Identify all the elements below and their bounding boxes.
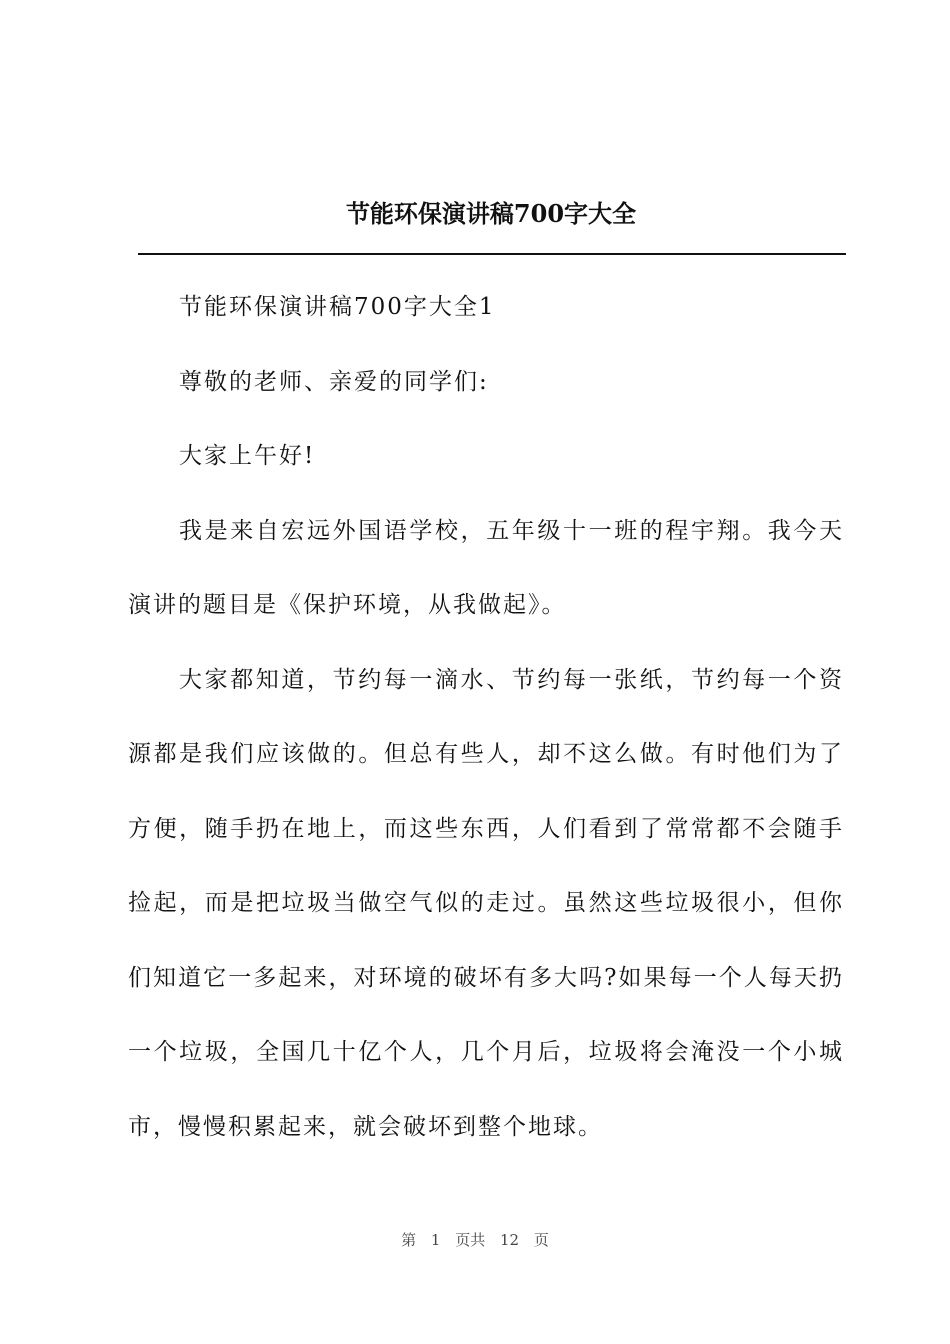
body-paragraph: 大家都知道，节约每一滴水、节约每一张纸，节约每一个资源都是我们应该做的。但总有些人，却不这么做。有时他们为了方便，随手扔在地上，而这些东西，人们看到了常常都不会随手捡起，而是把垃圾当做空气似的走过。虽然这些垃圾很小，但你们知道它一多起来，对环境的破坏有多大吗?如果每一个人每天扔一个垃圾，全国几十亿个人，几个月后，垃圾将会淹没一个小城市，慢慢积累起来，就会破坏到整个地球。 [128, 666, 844, 1140]
body-paragraph: 我是来自宏远外国语学校，五年级十一班的程宇翔。我今天演讲的题目是《保护环境，从我做起》。 [128, 517, 844, 618]
document-body [128, 270, 844, 1164]
greeting: 大家上午好! [179, 443, 316, 469]
page-number-footer: 第 1 页共 12 页 [401, 1231, 549, 1249]
title-underline [138, 253, 846, 255]
document-title: 节能环保演讲稿700字大全 [345, 199, 637, 228]
salutation: 尊敬的老师、亲爱的同学们: [179, 368, 489, 395]
section-heading: 节能环保演讲稿700字大全1 [179, 294, 496, 320]
